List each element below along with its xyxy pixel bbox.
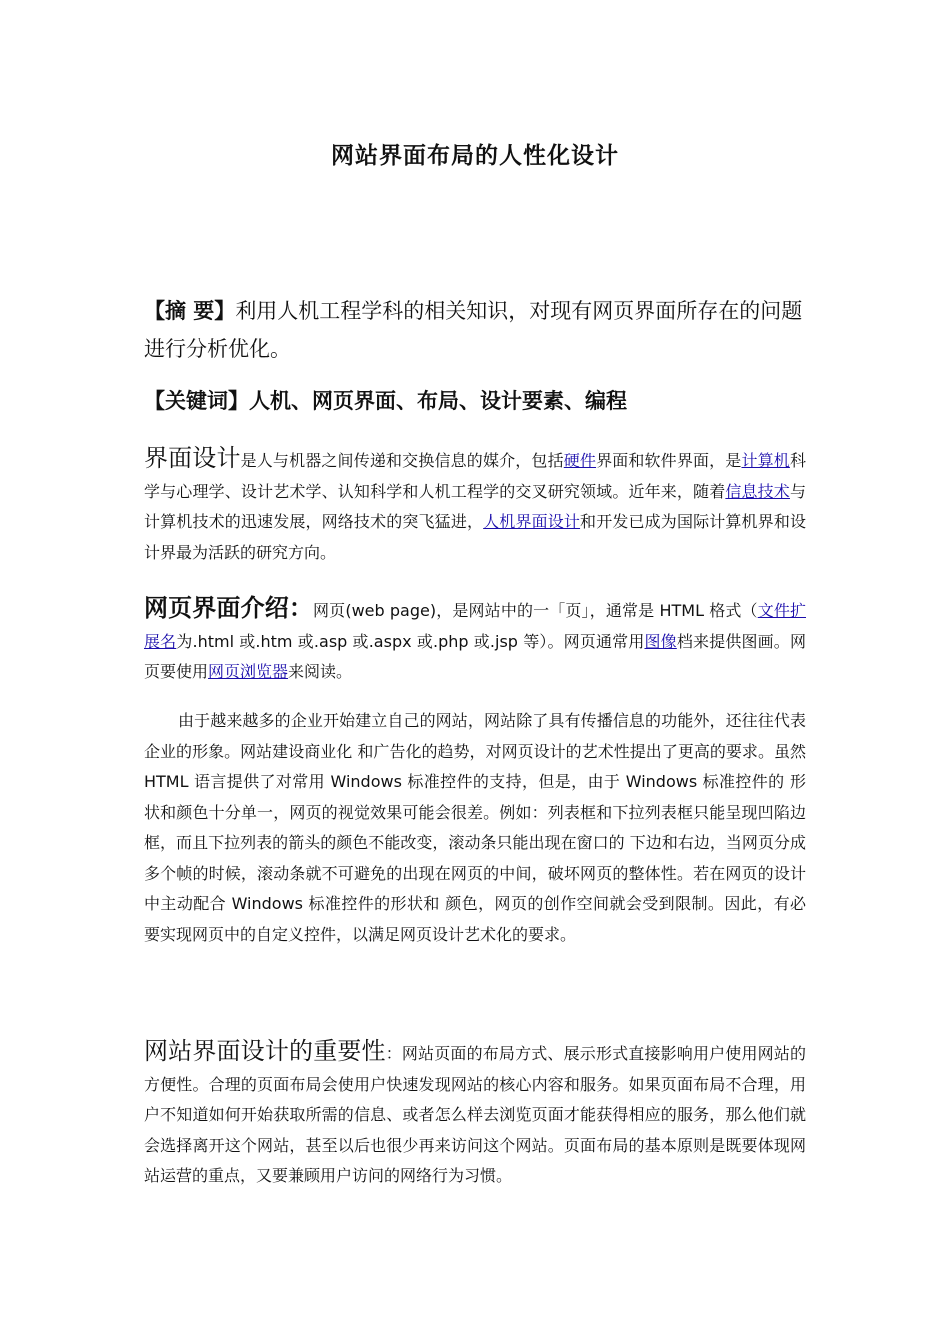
- abstract: [144, 292, 806, 368]
- keywords: 【关键词】人机、网页界面、布局、设计要素、编程: [144, 389, 627, 413]
- paragraph-text: 档来提供图画。网页要使用: [144, 631, 806, 681]
- link-hci-design[interactable]: 人机界面设计: [483, 512, 581, 531]
- paragraph-text: 为.html 或.htm 或.asp 或.aspx 或.php 或.jsp 等）。网页通常用: [176, 631, 645, 651]
- paragraph-heading: 网页界面介绍：: [144, 594, 314, 622]
- link-image[interactable]: 图像: [644, 631, 677, 651]
- paragraph-text: 是人与机器之间传递和交换信息的媒介，包括: [240, 451, 564, 470]
- paragraph-text: 科学与心理学、设计艺术学、认知科学和人机工程学的交叉研究领域。近年来，随着: [144, 451, 806, 501]
- link-information-technology[interactable]: 信息技术: [725, 481, 790, 501]
- paragraph-text: 与计算机技术的迅速发展，网络技术的突飞猛进，: [144, 481, 806, 531]
- link-file-extension[interactable]: 文件扩展名: [144, 601, 806, 651]
- paragraph-importance: [144, 1036, 806, 1192]
- abstract-label: 【摘 要】: [144, 299, 236, 323]
- paragraph-web-page-intro: [144, 593, 806, 688]
- paragraph-text: 网页(web page)，是网站中的一「页」，通常是 HTML 格式（: [313, 601, 758, 620]
- document-title: 网站界面布局的人性化设计: [331, 143, 619, 169]
- link-hardware[interactable]: 硬件: [563, 451, 597, 470]
- paragraph-enterprise-websites: 由于越来越多的企业开始建立自己的网站，网站除了具有传播信息的功能外，还往往代表企业的形象。网站建设商业化 和广告化的趋势，对网页设计的艺术性提出了更高的要求。虽然 HTML 语言提供了对常用 Windows 标准控件的支持，但是，由于 Windows 标准控件的 形状和颜色十分单一，网页的视觉效果可能会很差。例如：列表框和下拉列表框只能呈现凹陷边框，而且下拉列表的箭头的颜色不能改变，滚动条只能出现在窗口的 下边和右边，当网页分成多个帧的时候，滚动条就不可避免的出现在网页的中间，破坏网页的整体性。若在网页的设计中主动配合 Windows 标准控件的形状和 颜色，网页的创作空间就会受到限制。因此，有必要实现网页中的自定义控件，以满足网页设计艺术化的要求。: [144, 711, 806, 944]
- link-computer[interactable]: 计算机: [741, 451, 790, 470]
- abstract-text: 利用人机工程学科的相关知识，对现有网页界面所存在的问题进行分析优化。: [144, 299, 803, 361]
- paragraph-text: ：网站页面的布局方式、展示形式直接影响用户使用网站的方便性。合理的页面布局会使用户快速发现网站的核心内容和服务。如果页面布局不合理，用户不知道如何开始获取所需的信息、或者怎么样去浏览页面才能获得相应的服务，那么他们就会选择离开这个网站，甚至以后也很少再来访问这个网站。页面布局的基本原则是既要体现网站运营的重点，又要兼顾用户访问的网络行为习惯。: [144, 1044, 806, 1185]
- link-web-browser[interactable]: 网页浏览器: [208, 662, 289, 681]
- paragraph-text: 和开发已成为国际计算机界和设计界最为活跃的研究方向。: [144, 512, 806, 562]
- paragraph-heading: 网站界面设计的重要性: [144, 1037, 386, 1065]
- paragraph-heading: 界面设计: [144, 444, 241, 472]
- paragraph-text: 来阅读。: [288, 662, 353, 681]
- paragraph-interface-design: [144, 443, 806, 568]
- paragraph-text: 界面和软件界面，是: [596, 451, 742, 470]
